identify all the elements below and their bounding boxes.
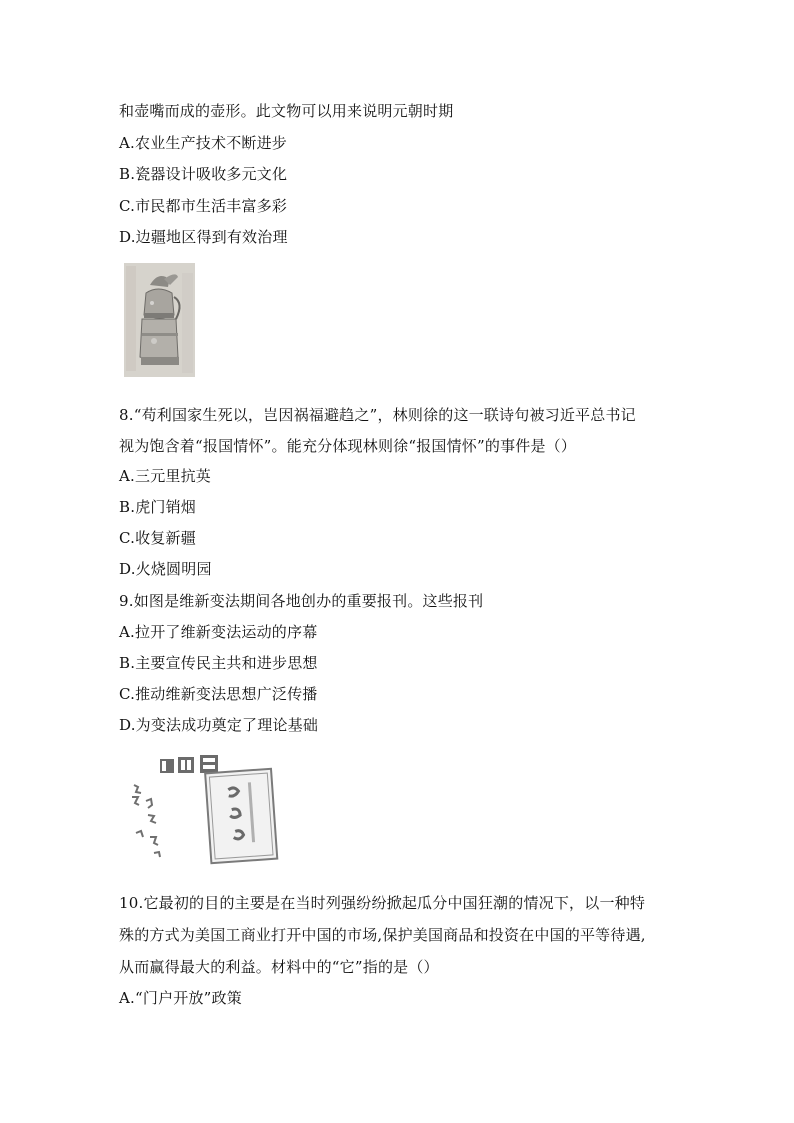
q8-option-c: C.收复新疆 bbox=[119, 529, 196, 547]
q9-option-c: C.推动维新变法思想广泛传播 bbox=[119, 685, 318, 703]
teapot-artifact-photo bbox=[124, 263, 195, 377]
q8-option-a: A.三元里抗英 bbox=[119, 467, 212, 485]
q8-stem-line-2: 视为饱含着“报国情怀”。能充分体现林则徐“报国情怀”的事件是（） bbox=[119, 437, 577, 455]
q9-stem: 9.如图是维新变法期间各地创办的重要报刊。这些报刊 bbox=[119, 592, 484, 610]
q8-option-b: B.虎门销烟 bbox=[119, 498, 196, 516]
reform-newspapers-photo bbox=[126, 753, 280, 867]
q10-stem-line-3: 从而赢得最大的利益。材料中的“它”指的是（） bbox=[119, 958, 439, 976]
q7-option-a: A.农业生产技术不断进步 bbox=[119, 134, 288, 152]
teapot-illustration bbox=[124, 263, 195, 377]
q9-option-b: B.主要宣传民主共和进步思想 bbox=[119, 654, 318, 672]
q7-option-d: D.边疆地区得到有效治理 bbox=[119, 228, 288, 246]
q10-stem-line-2: 殊的方式为美国工商业打开中国的市场,保护美国商品和投资在中国的平等待遇, bbox=[119, 926, 646, 944]
q8-option-d: D.火烧圆明园 bbox=[119, 560, 212, 578]
q9-option-d: D.为变法成功奠定了理论基础 bbox=[119, 716, 319, 734]
newspapers-illustration bbox=[126, 753, 280, 867]
q10-option-a: A.“门户开放”政策 bbox=[119, 989, 242, 1007]
q9-option-a: A.拉开了维新变法运动的序幕 bbox=[119, 623, 318, 641]
q7-stem-continuation: 和壶嘴而成的壶形。此文物可以用来说明元朝时期 bbox=[119, 102, 454, 120]
q7-option-b: B.瓷器设计吸收多元文化 bbox=[119, 165, 288, 183]
q8-stem-line-1: 8.“苟利国家生死以，岂因祸福避趋之”，林则徐的这一联诗句被习近平总书记 bbox=[119, 406, 636, 424]
q10-stem-line-1: 10.它最初的目的主要是在当时列强纷纷掀起瓜分中国狂潮的情况下，以一种特 bbox=[119, 894, 646, 912]
q7-option-c: C.市民都市生活丰富多彩 bbox=[119, 197, 288, 215]
